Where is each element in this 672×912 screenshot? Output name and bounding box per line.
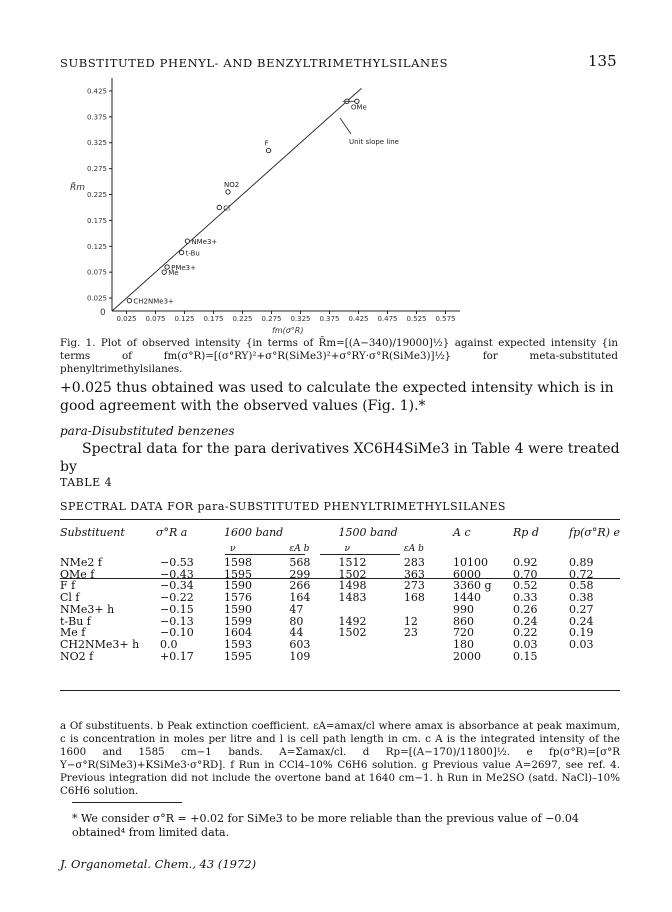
table-cell: 23 [403,626,418,640]
page-number: 135 [588,52,617,70]
unit-slope-line-label: Unit slope line [349,138,399,146]
table-cell: −0.53 [160,556,194,569]
x-tick-label: 0.475 [377,315,398,323]
table-cell: 6000 [453,567,481,581]
y-axis-label: R̄m [70,183,86,193]
y-tick-label: 0.025 [86,294,107,303]
table-cell: 0.15 [513,649,538,663]
sub-eps-1600: εA b [289,544,310,554]
table-cell: 299 [289,567,311,581]
figure-caption: Fig. 1. Plot of observed intensity {in terms of R̄m=[(A−340)/19000]½} against expected intensity {in terms of fm(σ°R)=[(σ°RY)²+σ°R(SiMe3)²+σ°RY·σ°R(SiMe3)]½} for meta-substituted phenyltrimethylsilanes. [60,337,618,375]
journal-footer: J. Organometal. Chem., 43 (1972) [60,857,257,871]
table-cell: 0.27 [569,602,594,616]
table-cell: NO2 f [60,649,94,663]
table-cell: 0.0 [160,637,178,651]
table-cell: 3360 g [453,579,492,593]
table-cell: 2000 [453,649,481,663]
running-title: SUBSTITUTED PHENYL- AND BENZYLTRIMETHYLSILANES [60,56,449,70]
table-cell: 860 [453,614,474,628]
table-cell: 1502 [338,567,367,581]
y-tick-label: 0.325 [86,139,107,148]
x-tick-label: 0.275 [261,315,282,323]
table-cell: 0.03 [569,637,594,651]
table-cell: 720 [453,626,474,640]
data-point-label: t-Bu [185,249,200,258]
table-cell: −0.34 [160,579,194,593]
data-point-label: Me [168,269,179,278]
table-cell: 0.03 [513,637,538,651]
data-point [266,148,270,152]
table-cell: 0.22 [513,626,538,640]
table-cell: 1483 [338,591,367,605]
table-cell: 283 [403,556,425,569]
table-cell: 1598 [224,556,252,569]
data-point [217,205,221,209]
data-point-label: F [264,139,269,148]
data-point-label: NO2 [224,180,240,189]
table-cell: 44 [289,626,304,640]
col-Rp: Rp d [513,525,539,539]
col-1600-band: 1600 band [224,525,284,539]
table-cell: Me f [60,626,86,640]
table-cell: 1599 [224,614,252,628]
table-cell: 273 [403,579,425,593]
x-tick-label: 0.325 [290,315,311,323]
data-point-label: OMe [350,103,367,112]
sub-nu-1500: ν [344,544,350,554]
table-bottom-rule [60,690,620,691]
y-tick-label: 0.275 [86,165,107,174]
table-cell: 0.92 [513,556,538,569]
data-point [162,270,166,274]
table-cell: +0.17 [160,649,194,663]
table-cell [404,651,453,663]
table-cell: −0.13 [160,614,194,628]
table-cell: 0.33 [513,591,538,605]
body-paragraph-2: Spectral data for the para derivatives XC6H4SiMe3 in Table 4 were treated by [60,441,620,475]
table-cell [338,651,403,663]
table-cell: 1498 [338,579,367,593]
x-tick-label: 0.225 [232,315,253,323]
table-cell: −0.43 [160,567,194,581]
table-cell [404,639,453,651]
x-tick-label: 0.025 [116,315,137,323]
y-tick-label: 0.125 [86,242,107,251]
sub-eps-1500: εA b [403,544,424,554]
col-fp: fp(σ°R) e [569,525,620,539]
table-cell: 1595 [224,567,252,581]
table-cell: 0.58 [569,579,594,593]
data-point-label: Cl [223,204,231,213]
body-paragraph-1: +0.025 thus obtained was used to calculate the expected intensity which is in good agreement with the observed values (Fig. 1).* [60,380,614,414]
table-cell [338,604,403,616]
table-cell: 0.70 [513,567,538,581]
spectral-data-table [60,523,620,662]
table-cell: 109 [289,649,311,663]
data-point [226,190,230,194]
table-cell: 266 [289,579,311,593]
unit-slope-line [112,88,361,311]
table-cell: CH2NMe3+ h [60,637,140,651]
table-cell: 0.19 [569,626,594,640]
col-sigma: σ°R a [156,525,188,539]
table-cell: 603 [289,637,311,651]
table-cell: NMe2 f [60,556,102,569]
table-subheader-row [60,541,620,557]
data-point [127,298,131,302]
table-row [60,557,620,569]
table-cell: 10100 [453,556,488,569]
table-cell: 12 [403,614,418,628]
table-cell: F f [60,579,76,593]
table-cell: 180 [453,637,474,651]
x-tick-label: 0.125 [174,315,195,323]
table-top-rule [60,519,620,520]
table-cell: 0.72 [569,567,594,581]
star-footnote: * We consider σ°R = +0.02 for SiMe3 to be more reliable than the previous value of −0.04 obtained⁴ from limited data. [72,812,579,839]
x-axis-ticks [116,311,455,323]
table-cell: 164 [289,591,311,605]
x-tick-label: 0.525 [406,315,427,323]
table-cell: −0.15 [160,602,194,616]
footnote-rule [72,802,182,803]
table-cell: 1593 [224,637,252,651]
table-cell: 1502 [338,626,367,640]
table-cell: 1595 [224,649,252,663]
table-cell: 0.89 [569,556,594,569]
table-cell: 47 [289,602,304,616]
table-title: SPECTRAL DATA FOR para-SUBSTITUTED PHENYLTRIMETHYLSILANES [60,500,506,513]
table-row [60,604,620,616]
x-tick-label: 0.075 [145,315,166,323]
table-cell: Cl f [60,591,80,605]
table-cell: 1440 [453,591,481,605]
x-tick-label: 0.175 [203,315,224,323]
y-tick-label: 0.425 [86,87,107,96]
data-point-label: CH2NMe3+ [133,297,174,306]
col-substituent: Substituent [60,525,125,539]
ome-marker-end [355,99,359,103]
x-axis-label: fm(σ°R) [272,326,304,335]
unit-slope-pointer [340,118,351,134]
col-A: A c [453,525,471,539]
table-cell [569,651,620,663]
table-cell [338,639,403,651]
table-label: TABLE 4 [60,476,113,489]
table-cell: NMe3+ h [60,602,115,616]
table-cell: 0.24 [569,614,594,628]
table-cell: 990 [453,602,474,616]
table-cell [404,604,453,616]
table-cell: 168 [403,591,425,605]
table-cell: 0.26 [513,602,538,616]
y-axis-ticks [87,87,112,302]
table-cell: 0.52 [513,579,538,593]
y-tick-label: 0.075 [86,268,107,277]
table-cell: t-Bu f [60,614,91,628]
col-1500-band: 1500 band [338,525,398,539]
table-footnotes: a Of substituents. b Peak extinction coefficient. εA=amax/cl where amax is absorbance at peak maximum, c is concentration in moles per litre and l is cell path length in cm. c A is the integrated intensity of the 1600 and 1585 cm−1 bands. A=Σamax/cl. d Rp=[(A−170)/11800]½. e fp(σ°R)=[σ°R Y−σ°R(SiMe3)+KSiMe3·σ°RD]. f Run in CCl4–10% C6H6 solution. g Previous value A=2697, see ref. 4. Previous integration did not include the overtone band at 1640 cm−1. h Run in Me2SO (satd. NaCl)–10% C6H6 solution. [60,720,620,797]
table-cell: 1492 [338,614,367,628]
table-cell: 0.38 [569,591,594,605]
table-cell: 1590 [224,602,252,616]
table-header-row [60,523,620,541]
figure-1-chart [0,0,672,340]
data-point [185,239,189,243]
x-tick-label: 0.375 [319,315,340,323]
table-cell: 1590 [224,579,252,593]
x-tick-label: 0.425 [348,315,369,323]
table-cell: 1576 [224,591,252,605]
y-tick-label: 0.375 [86,113,107,122]
x-tick-label: 0.575 [435,315,456,323]
table-row [60,639,620,651]
sub-nu-1600: ν [230,544,236,554]
table-cell: 363 [403,567,425,581]
table-cell: OMe f [60,567,95,581]
table-cell: 80 [289,614,304,628]
y-tick-label: 0.225 [86,191,107,199]
chart-marks [112,88,367,311]
chart-axes [112,78,460,311]
table-cell: 568 [289,556,311,569]
table-cell: 1512 [338,556,367,569]
origin-label: 0 [100,308,106,318]
y-tick-label: 0.175 [86,216,107,225]
table-cell: 0.24 [513,614,538,628]
table-cell: −0.10 [160,626,194,640]
section-subheading: para-Disubstituted benzenes [60,424,235,438]
table-row [60,651,620,663]
table-cell: 1604 [224,626,252,640]
table-cell: −0.22 [160,591,194,605]
data-point [179,250,183,254]
data-point-label: NMe3+ [191,238,218,247]
data-point-label: PMe3+ [171,263,196,272]
